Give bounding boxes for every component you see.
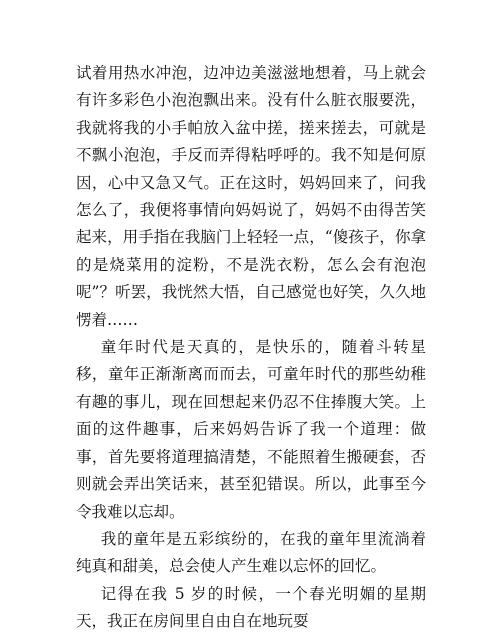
document-body [76,60,426,636]
paragraph-2: 童年时代是天真的，是快乐的，随着斗转星移，童年正渐渐离而而去，可童年时代的那些幼稚有趣的事儿，现在回想起来仍忍不住捧腹大笑。上面的这件趣事，后来妈妈告诉了我一个道理：做事，首先要将道理搞清楚，不能照着生搬硬套，否则就会弄出笑话来，甚至犯错误。所以，此事至今令我难以忘却。 [76,338,426,521]
paragraph-1: 试着用热水冲泡，边冲边美滋滋地想着，马上就会有许多彩色小泡泡飘出来。没有什么脏衣服要洗，我就将我的小手帕放入盆中搓，搓来搓去，可就是不飘小泡泡，手反而弄得粘呼呼的。我不知是何原因，心中又急又气。正在这时，妈妈回来了，问我怎么了，我便将事情向妈妈说了，妈妈不由得苦笑起来，用手指在我脑门上轻轻一点，“傻孩子，你拿的是烧菜用的淀粉，不是洗衣粉，怎么会有泡泡呢”？听罢，我恍然大悟，自己感觉也好笑，久久地愣着…… [76,64,426,329]
paragraph-3: 我的童年是五彩缤纷的，在我的童年里流淌着纯真和甜美，总会使人产生难以忘怀的回忆。 [76,529,426,576]
paragraph-4: 记得在我 5 岁的时候，一个春光明媚的星期天，我正在房间里自由自在地玩耍 [76,584,426,631]
